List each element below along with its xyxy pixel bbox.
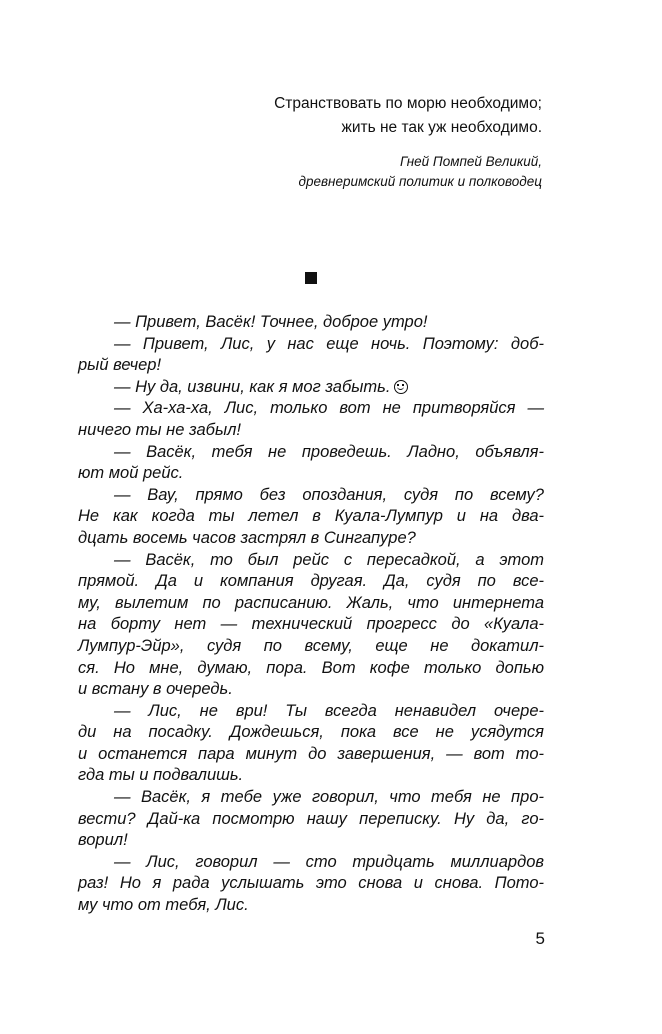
- text-line: ничего ты не забыл!: [78, 420, 241, 439]
- text-line: — Ха-ха-ха, Лис, только вот не притворяйся —: [114, 399, 544, 418]
- text-line: му, вылетим по расписанию. Жаль, что интернета: [78, 593, 544, 612]
- text-line: вести? Дай-ка посмотрю нашу переписку. Ну да, го-: [78, 809, 544, 828]
- text-line: — Васёк, я тебе уже говорил, что тебя не про-: [114, 788, 544, 807]
- epigraph-author-line-2: древнеримский политик и полководец: [298, 174, 542, 189]
- text-line: рый вечер!: [78, 356, 162, 375]
- text-line: ют мой рейс.: [78, 464, 184, 483]
- epigraph-author-line-1: Гней Помпей Великий,: [399, 154, 542, 169]
- text-line: прямой. Да и компания другая. Да, судя по все-: [78, 572, 544, 591]
- text-line: гда ты и подвалишь.: [78, 766, 244, 785]
- text-line: ди на посадку. Дождешься, пока все не усядутся: [78, 723, 544, 742]
- text-line: ся. Но мне, думаю, пора. Вот кофе только допью: [78, 658, 544, 677]
- text-line: и встану в очередь.: [78, 680, 233, 699]
- smiley-icon: [394, 380, 408, 394]
- text-line-content: — Ну да, извини, как я мог забыть.: [114, 377, 391, 396]
- dialogue-text: [78, 312, 544, 917]
- section-separator-square-icon: [305, 272, 317, 284]
- text-line: — Васёк, тебя не проведешь. Ладно, объявля-: [114, 442, 544, 461]
- text-line: раз! Но я рада услышать это снова и снова. Пото-: [78, 874, 544, 893]
- text-line: на борту нет — технический прогресс до «Куала-: [78, 615, 544, 634]
- text-line: дцать восемь часов застрял в Сингапуре?: [78, 528, 416, 547]
- text-line: му что от тебя, Лис.: [78, 896, 249, 915]
- text-line: Не как когда ты летел в Куала-Лумпур и на два-: [78, 507, 544, 526]
- text-line: Лумпур-Эйр», судя по всему, еще не докатил-: [78, 636, 544, 655]
- epigraph: [230, 92, 542, 192]
- text-line: — Привет, Васёк! Точнее, доброе утро!: [114, 313, 428, 331]
- text-line: и останется пара минут до завершения, — вот то-: [78, 744, 544, 763]
- text-line: ворил!: [78, 831, 128, 850]
- text-line: — Вау, прямо без опоздания, судя по всему?: [114, 485, 544, 504]
- text-line-with-emoji: [78, 377, 544, 399]
- text-line: — Лис, говорил — сто тридцать миллиардов: [114, 852, 544, 871]
- text-line: — Лис, не ври! Ты всегда ненавидел очере-: [114, 701, 544, 720]
- text-line: — Васёк, то был рейс с пересадкой, а этот: [114, 550, 544, 569]
- epigraph-quote-line-1: Странствовать по морю необходимо;: [274, 95, 542, 112]
- text-line: — Привет, Лис, у нас еще ночь. Поэтому: доб-: [114, 334, 544, 353]
- epigraph-quote-line-2: жить не так уж необходимо.: [341, 119, 542, 136]
- page-number: 5: [535, 929, 545, 948]
